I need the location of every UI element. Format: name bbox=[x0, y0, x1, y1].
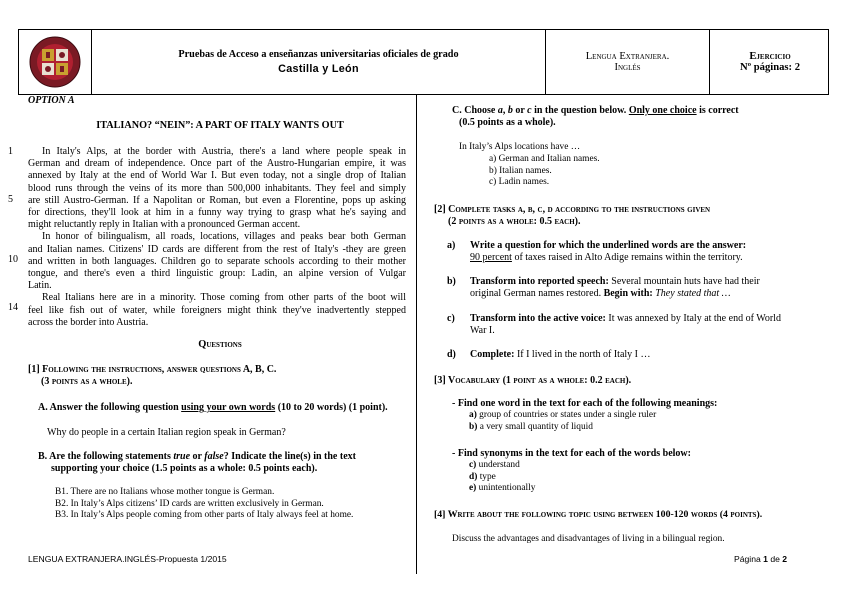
task2c-text: It was annexed by Italy at the end of World bbox=[605, 313, 781, 324]
university-crest-icon bbox=[29, 36, 81, 88]
task2b-line1 bbox=[470, 276, 820, 288]
vocab-label: b) bbox=[469, 421, 478, 432]
task2a-sentence bbox=[470, 252, 820, 264]
task1-title: [1] Following the instructions, answer questions A, B, C. bbox=[28, 364, 277, 375]
question-c-mid: in the question below. bbox=[531, 105, 629, 116]
exam-title-line1: Pruebas de Acceso a enseñanzas universitarias oficiales de grado bbox=[178, 49, 459, 60]
question-c-options bbox=[489, 154, 600, 189]
task2b-instruction: Transform into reported speech: bbox=[470, 276, 609, 287]
task2a bbox=[470, 240, 820, 264]
task1-points: (3 points as a whole). bbox=[41, 376, 133, 387]
article-line: Real Italians here are in a minority. Those coming from other parts of the boot will bbox=[42, 292, 406, 304]
question-c-or: or bbox=[512, 105, 528, 116]
task2-title: [2] Complete tasks a, b, c, d according to the instructions given bbox=[434, 204, 711, 215]
question-a-text: A. Answer the following question bbox=[38, 402, 182, 413]
subject-line1: Lengua Extranjera. bbox=[585, 51, 670, 62]
question-c-a: a bbox=[497, 105, 503, 116]
task2a-underlined: 90 percent bbox=[470, 252, 512, 264]
vocab-label: a) bbox=[469, 410, 477, 420]
question-c-points: (0.5 points as a whole). bbox=[459, 117, 556, 128]
question-c-b: b bbox=[507, 105, 513, 116]
question-c-underlined: Only one choice bbox=[628, 105, 697, 116]
article-line: across the border into Austria. bbox=[28, 316, 149, 328]
option-b: b) Italian names. bbox=[489, 165, 552, 176]
task2b-begin: Begin with: bbox=[603, 288, 653, 300]
task2-points: (2 points as a whole: 0.5 each). bbox=[448, 216, 581, 227]
article-line: for directions, they'll look at him in a funny way trying to grasp what he's saying and bbox=[28, 207, 406, 219]
question-b-true: true bbox=[173, 451, 191, 462]
task2c bbox=[470, 313, 820, 337]
statements-list bbox=[55, 487, 353, 522]
vocab-text: group of countries or states under a single ruler bbox=[476, 410, 657, 420]
task2c-line1 bbox=[470, 313, 820, 325]
line-number-10: 10 bbox=[8, 254, 18, 265]
vocab-item-e bbox=[469, 483, 535, 495]
article-title: ITALIANO? “NEIN”: A PART OF ITALY WANTS OUT bbox=[96, 120, 344, 131]
question-a bbox=[38, 402, 388, 413]
questions-heading: Questions bbox=[198, 339, 242, 350]
article-line: are still Austro-German. If a Napolitan or Roman, but even a Florentine, pops up asking bbox=[28, 194, 406, 206]
task2c-label: c) bbox=[447, 313, 455, 324]
task2d-instruction: Complete: bbox=[470, 349, 515, 360]
task2c-instruction: Transform into the active voice: bbox=[470, 313, 606, 324]
article-line: feel like fish out of water, while foreigners might think they've inadvertently stepped bbox=[28, 304, 406, 316]
vocab-label: c) bbox=[469, 460, 477, 470]
article-line: blood runs through the veins of its more than 500,000 inhabitants. They feel and simply bbox=[28, 182, 406, 194]
statement-b2: B2. In Italy’s Alps citizens’ ID cards are written exclusively in German. bbox=[55, 498, 324, 509]
line-number-14: 14 bbox=[8, 302, 18, 313]
line-number-5: 5 bbox=[8, 194, 13, 205]
article-body bbox=[28, 146, 406, 329]
page-label: Página bbox=[734, 554, 764, 564]
statement-b1: B1. There are no Italians whose mother tongue is German. bbox=[55, 487, 275, 497]
vocab1-list bbox=[469, 410, 656, 433]
task2c-line2: War I. bbox=[470, 325, 495, 337]
article-line: In honor of bilingualism, all roads, locations, villages and peaks bear both German bbox=[42, 231, 406, 243]
subject-line2: Inglés bbox=[614, 62, 641, 73]
vocab-item-c bbox=[469, 460, 535, 472]
question-c-comma: , bbox=[502, 105, 508, 116]
article-line: might reluctantly reply in Italian with a pronounced German accent. bbox=[28, 219, 301, 231]
task2b-line2 bbox=[470, 288, 820, 300]
task4-title: [4] Write about the following topic using between 100-120 words (4 points). bbox=[434, 509, 763, 520]
task2d bbox=[470, 349, 820, 361]
question-a-underlined: using your own words bbox=[181, 402, 276, 413]
question-b-false: false bbox=[204, 451, 224, 462]
exercise-cell bbox=[709, 30, 830, 94]
statement-b3: B3. In Italy’s Alps people coming from other parts of Italy always feel at home. bbox=[55, 510, 354, 521]
vocab-item-a bbox=[469, 410, 656, 422]
vocab-text: understand bbox=[476, 460, 520, 470]
exam-title-cell bbox=[91, 30, 545, 94]
task2b-text: Several mountain huts have had their bbox=[608, 276, 760, 287]
page-of: de bbox=[767, 554, 783, 564]
header-box bbox=[18, 29, 829, 95]
question-b-text: B. Are the following statements bbox=[38, 451, 174, 462]
task2a-rest: of taxes raised in Alto Adige remains within the territory. bbox=[511, 252, 743, 264]
option-c: c) Ladin names. bbox=[489, 177, 550, 188]
article-line: Latin. bbox=[28, 280, 52, 292]
task2b-starter: They stated that … bbox=[652, 288, 731, 300]
question-b-or: or bbox=[190, 451, 205, 462]
task2a-label: a) bbox=[447, 240, 456, 251]
question-c bbox=[452, 105, 739, 116]
article-line: and Italian names. Citizens' ID cards are different from the rest of Italy's -they are green bbox=[28, 243, 406, 255]
vocab-text: unintentionally bbox=[476, 483, 536, 494]
article-line: tongue, and there's even a third linguistic group: Ladin, an alpine version of Vulgar bbox=[28, 268, 406, 280]
vocab-label: e) bbox=[469, 483, 477, 494]
option-label: OPTION A bbox=[28, 95, 75, 106]
task4-topic: Discuss the advantages and disadvantages of living in a bilingual region. bbox=[452, 534, 725, 544]
vocab-item-d bbox=[469, 472, 535, 484]
task2d-text: If I lived in the north of Italy I … bbox=[514, 349, 651, 360]
option-a: a) German and Italian names. bbox=[489, 154, 600, 164]
page-indicator bbox=[734, 554, 787, 564]
question-c-stem: In Italy’s Alps locations have … bbox=[459, 142, 581, 152]
article-line: and written in both languages. Children go to separate schools according to their mother bbox=[28, 255, 406, 267]
question-b bbox=[38, 451, 356, 462]
article-line: German and dream of independence. Once part of the Austro-Hungarian empire, it was bbox=[28, 158, 406, 170]
page-current: 1 bbox=[763, 554, 768, 564]
vocab-item-b bbox=[469, 422, 656, 434]
article-line: In Italy's Alps, at the border with Austria, there's a land where people speak in bbox=[42, 146, 406, 157]
question-a-prompt: Why do people in a certain Italian region speak in German? bbox=[47, 427, 286, 438]
task2b-text2: original German names restored. bbox=[470, 288, 604, 300]
question-c-c: c bbox=[527, 105, 532, 116]
exercise-label: Ejercicio bbox=[749, 51, 791, 62]
task2b bbox=[470, 276, 820, 300]
question-b-text-end: ? Indicate the line(s) in the text bbox=[223, 451, 356, 462]
vocab2-title: - Find synonyms in the text for each of the words below: bbox=[452, 448, 691, 459]
task2a-instruction: Write a question for which the underlined words are the answer: bbox=[470, 240, 747, 251]
question-a-points: (10 to 20 words) (1 point). bbox=[275, 402, 388, 413]
exam-region: Castilla y León bbox=[278, 63, 359, 75]
task3-title: [3] Vocabulary (1 point as a whole: 0.2 each). bbox=[434, 375, 632, 386]
vocab-text: type bbox=[477, 471, 496, 482]
task2d-label: d) bbox=[447, 349, 456, 360]
article-line: annexed by Italy at the end of World War I. But even today, not a single drop of Italian bbox=[28, 170, 406, 182]
pages-count: Nº páginas: 2 bbox=[739, 62, 800, 73]
question-b-points: supporting your choice (1.5 points as a whole: 0.5 points each). bbox=[51, 463, 318, 474]
question-c-end: is correct bbox=[696, 105, 739, 116]
column-divider bbox=[416, 95, 417, 574]
vocab-text: a very small quantity of liquid bbox=[477, 421, 593, 432]
line-number-1: 1 bbox=[8, 146, 13, 157]
footer-left: LENGUA EXTRANJERA.INGLÉS-Propuesta 1/2015 bbox=[28, 554, 227, 564]
vocab2-list bbox=[469, 460, 535, 495]
vocab1-title: - Find one word in the text for each of the following meanings: bbox=[452, 398, 718, 409]
task2b-label: b) bbox=[447, 276, 456, 287]
question-c-text: C. Choose bbox=[452, 105, 498, 116]
vocab-label: d) bbox=[469, 471, 478, 482]
page-total: 2 bbox=[782, 554, 788, 564]
subject-cell bbox=[545, 30, 709, 94]
